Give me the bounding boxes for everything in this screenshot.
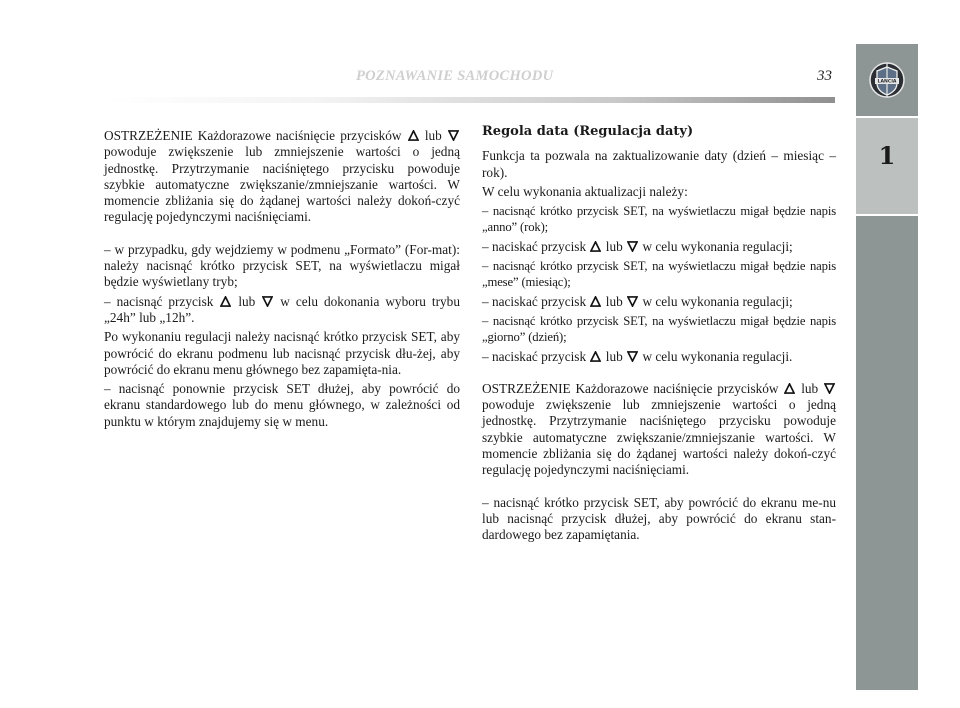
logo-box: [856, 44, 918, 118]
page-number: 33: [817, 68, 832, 84]
chapter-number: 1: [878, 140, 896, 170]
warning-paragraph: [104, 128, 460, 226]
warning-text-a: OSTRZEŻENIE Każdorazowe naciśnięcie przycisków: [482, 380, 779, 396]
step-adjust-paragraph: [482, 294, 836, 310]
arrow-down-triangle-icon: [448, 130, 459, 141]
arrow-down-triangle-icon: [627, 351, 638, 362]
step-adjust-text-a: – naciskać przycisk: [482, 238, 587, 254]
step-day-paragraph: – nacisnąć krótko przycisk SET, na wyświetlaczu migał będzie napis „giorno” (dzień);: [482, 313, 836, 345]
step-year-paragraph: – nacisnąć krótko przycisk SET, na wyświetlaczu migał będzie napis „anno” (rok);: [482, 204, 836, 235]
arrow-down-triangle-icon: [824, 383, 835, 394]
mode-select-text-c: w celu dokonania wyboru trybu „24h” lub „12h”.: [104, 293, 460, 325]
after-adjust-paragraph: Po wykonaniu regulacji należy nacisnąć krótko przycisk SET, aby powrócić do ekranu podmenu lub nacisnąć przycisk dłu-żej, aby powrócić do ekranu menu głównego bez zapamięta-nia.: [104, 329, 460, 377]
header-divider: [104, 97, 835, 103]
warning-text-b: lub: [801, 380, 819, 396]
warning-text-c: powoduje zwiększenie lub zmniejszenie wartości o jedną jednostkę. Przytrzymanie naciśniętego przycisku powoduje szybkie automatyczne zwiększanie/zmniejszanie wartości. W momencie zbliżania się do żądanej wartości należy dokoń-czyć regulację pojedynczymi naciśnięciami.: [104, 144, 460, 225]
intro-paragraph: Funkcja ta pozwala na zaktualizowanie daty (dzień – miesiąc – rok).: [482, 148, 836, 180]
return-paragraph: – nacisnąć krótko przycisk SET, aby powrócić do ekranu me-nu lub nacisnąć przycisk dłużej, aby powrócić do ekranu stan-dardowego bez zapamiętania.: [482, 494, 836, 543]
warning-text-c: powoduje zwiększenie lub zmniejszenie wartości o jedną jednostkę. Przytrzymanie naciśniętego przycisku powoduje szybkie automatyczne zwiększanie/zmniejszanie wartości. W momencie zbliżania się do żądanej wartości należy dokoń-czyć regulację pojedynczymi naciśnięciami.: [482, 397, 836, 478]
arrow-down-triangle-icon: [627, 241, 638, 252]
lancia-shield-logo: [868, 59, 906, 101]
steps-intro-paragraph: W celu wykonania aktualizacji należy:: [482, 183, 688, 199]
svg-text:LANCIA: LANCIA: [877, 79, 897, 85]
warning-paragraph: [482, 381, 836, 479]
warning-text-b: lub: [424, 128, 442, 143]
arrow-down-triangle-icon: [262, 296, 273, 307]
arrow-up-triangle-icon: [590, 351, 601, 362]
step-month-paragraph: – nacisnąć krótko przycisk SET, na wyświetlaczu migał będzie napis „mese” (miesiąc);: [482, 259, 836, 290]
mode-select-text-a: – nacisnąć przycisk: [104, 293, 214, 309]
step-adjust-text-b: lub: [605, 238, 623, 254]
warning-text-a: OSTRZEŻENIE Każdorazowe naciśnięcie przycisków: [104, 128, 402, 143]
chapter-side-tab: [856, 44, 918, 690]
running-header-title: POZNAWANIE SAMOCHODU: [356, 68, 554, 84]
mode-select-text-b: lub: [238, 293, 256, 309]
step-adjust-text-b: lub: [605, 293, 623, 309]
step-adjust-text-c: w celu wykonania regulacji;: [642, 238, 793, 254]
return-paragraph: – nacisnąć ponownie przycisk SET dłużej, aby powrócić do ekranu standardowego lub do menu głównego, w zależności od punktu w którym znajdujemy się w menu.: [104, 381, 460, 429]
arrow-up-triangle-icon: [784, 383, 795, 394]
step-adjust-text-c: w celu wykonania regulacji;: [642, 293, 793, 309]
arrow-down-triangle-icon: [627, 296, 638, 307]
chapter-box: [856, 118, 918, 216]
arrow-up-triangle-icon: [220, 296, 231, 307]
format-submenu-paragraph: – w przypadku, gdy wejdziemy w podmenu „Formato” (For-mat): należy nacisnąć krótko przycisk SET, na wyświetlaczu migał będzie wyświetlany tryb;: [104, 241, 460, 290]
arrow-up-triangle-icon: [590, 241, 601, 252]
step-adjust-text-a: – naciskać przycisk: [482, 348, 587, 364]
step-adjust-paragraph: [482, 349, 836, 365]
mode-select-paragraph: [104, 294, 460, 327]
right-column: [482, 124, 836, 547]
arrow-up-triangle-icon: [590, 296, 601, 307]
step-adjust-text-a: – naciskać przycisk: [482, 293, 587, 309]
left-column: [104, 128, 460, 433]
step-adjust-paragraph: [482, 239, 836, 255]
arrow-up-triangle-icon: [408, 130, 419, 141]
step-adjust-text-b: lub: [605, 348, 623, 364]
step-adjust-text-c: w celu wykonania regulacji.: [642, 348, 793, 364]
section-heading: Regola data (Regulacja daty): [482, 124, 694, 139]
